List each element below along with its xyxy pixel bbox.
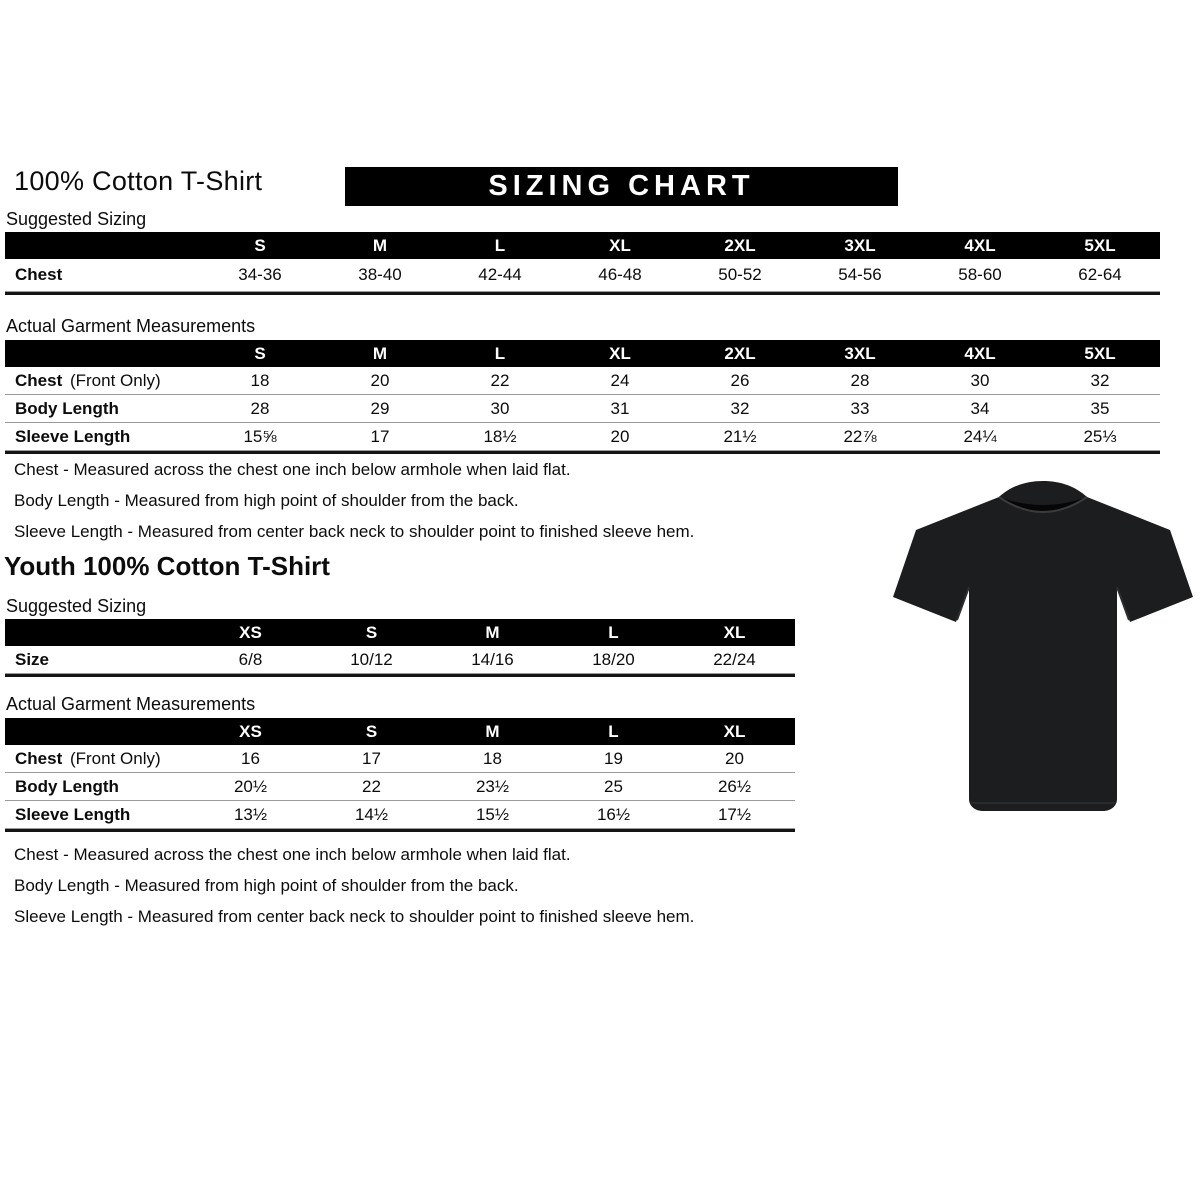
size-cell: 32 [1090,370,1110,390]
size-cell: 15½ [475,804,510,824]
sizing-chart-banner [345,167,898,206]
column-header: M [485,721,500,741]
youth-suggested-sizing-table [5,619,795,677]
youth-measurement-notes [14,845,694,938]
size-cell: 26½ [717,776,752,796]
size-cell: 22/24 [713,649,756,669]
sizing-chart-banner-text: SIZING CHART [488,170,755,202]
row-label-main: Sleeve Length [15,426,131,446]
size-cell: 33 [850,398,870,418]
column-header: L [494,343,506,363]
size-cell: 24¼ [963,426,997,446]
column-header: XL [609,235,631,255]
adult-product-title: 100% Cotton T-Shirt [14,166,263,196]
adult-actual-measurements-label: Actual Garment Measurements [6,316,256,336]
size-cell: 34-36 [238,265,282,284]
youth-actual-measurements-label: Actual Garment Measurements [6,694,256,714]
column-header: 2XL [724,235,756,255]
column-header: L [608,622,619,642]
measurement-note: Body Length - Measured from high point of shoulder from the back. [14,876,519,895]
size-cell: 10/12 [350,649,393,669]
size-cell: 30 [490,398,510,418]
size-cell: 54-56 [838,265,882,284]
table-row [5,646,795,674]
size-cell: 34 [970,398,990,418]
youth-product-title: Youth 100% Cotton T-Shirt [4,551,330,581]
row-label-main: Chest [15,370,63,390]
size-cell: 24 [610,370,630,390]
column-header: S [254,343,266,363]
size-cell: 18 [483,748,502,768]
size-cell: 22⅞ [843,426,877,446]
row-label [5,399,200,419]
table-row [5,259,1160,292]
table-header-row [5,340,1160,367]
size-cell: 22 [490,370,510,390]
table-row [5,773,795,801]
column-header: 4XL [964,235,996,255]
row-label [5,805,190,825]
row-label-main: Chest [15,265,63,284]
column-header: M [485,622,500,642]
column-header: XL [723,622,746,642]
table-row [5,367,1160,395]
column-header: S [365,622,378,642]
size-cell: 23½ [475,776,510,796]
size-cell: 18 [250,370,270,390]
size-cell: 29 [370,398,390,418]
column-header: XL [609,343,631,363]
size-cell: 38-40 [358,265,402,284]
size-cell: 28 [250,398,270,418]
size-cell: 13½ [233,804,268,824]
size-cell: 30 [970,370,990,390]
size-cell: 21½ [723,426,757,446]
size-cell: 14/16 [471,649,514,669]
size-cell: 58-60 [958,265,1002,284]
size-cell: 20 [725,748,744,768]
row-label-main: Body Length [15,398,119,418]
row-label [5,777,190,797]
column-header: 5XL [1084,343,1116,363]
table-row [5,395,1160,423]
row-label-main: Size [15,649,50,669]
column-header: 5XL [1084,235,1116,255]
adult-measurement-notes [14,460,694,553]
column-header: 3XL [844,235,876,255]
size-cell: 20 [370,370,390,390]
row-label [5,650,190,670]
size-cell: 19 [604,748,623,768]
row-label-main: Sleeve Length [15,804,131,824]
column-header: XL [723,721,746,741]
row-label-suffix: (Front Only) [69,370,161,390]
size-cell: 18/20 [592,649,635,669]
table-header-row [5,718,795,745]
size-cell: 20 [610,426,630,446]
row-label [5,427,200,447]
column-header: S [365,721,378,741]
size-cell: 35 [1090,398,1110,418]
size-cell: 20½ [233,776,268,796]
size-cell: 17 [370,426,390,446]
size-cell: 16½ [596,804,631,824]
adult-suggested-sizing-label: Suggested Sizing [6,209,147,229]
youth-actual-measurements-table [5,718,795,832]
size-cell: 46-48 [598,265,642,284]
size-cell: 6/8 [238,649,263,669]
measurement-note: Chest - Measured across the chest one inch below armhole when laid flat. [14,460,571,479]
row-label [5,749,190,769]
size-cell: 28 [850,370,870,390]
measurement-note: Sleeve Length - Measured from center back neck to shoulder point to finished sleeve hem. [14,522,695,541]
adult-suggested-sizing-table [5,232,1160,295]
measurement-note: Body Length - Measured from high point of shoulder from the back. [14,491,519,510]
size-cell: 14½ [354,804,389,824]
table-row [5,423,1160,451]
column-header: 2XL [724,343,756,363]
black-tshirt-icon [893,473,1193,819]
size-cell: 17 [362,748,381,768]
size-cell: 15⅝ [243,426,277,446]
column-header: S [254,235,266,255]
size-cell: 31 [610,398,630,418]
tshirt-image [893,473,1193,819]
column-header: 3XL [844,343,876,363]
table-row [5,801,795,829]
column-header: L [608,721,619,741]
size-cell: 22 [362,776,381,796]
measurement-note: Chest - Measured across the chest one inch below armhole when laid flat. [14,845,571,864]
table-row [5,745,795,773]
size-cell: 25 [604,776,623,796]
size-cell: 32 [730,398,750,418]
table-header-row [5,619,795,646]
row-label [5,265,200,285]
size-cell: 26 [730,370,750,390]
measurement-note: Sleeve Length - Measured from center back neck to shoulder point to finished sleeve hem. [14,907,695,926]
column-header: XS [239,721,262,741]
size-cell: 50-52 [718,265,762,284]
size-cell: 17½ [717,804,752,824]
column-header: M [372,343,388,363]
row-label-suffix: (Front Only) [69,748,161,768]
adult-actual-measurements-table [5,340,1160,454]
row-label-main: Chest [15,748,63,768]
size-cell: 16 [241,748,260,768]
size-cell: 25⅓ [1083,426,1117,446]
table-header-row [5,232,1160,259]
column-header: XS [239,622,262,642]
row-label-main: Body Length [15,776,119,796]
youth-suggested-sizing-label: Suggested Sizing [6,596,147,616]
column-header: L [494,235,506,255]
column-header: 4XL [964,343,996,363]
size-cell: 62-64 [1078,265,1122,284]
size-cell: 42-44 [478,265,522,284]
column-header: M [372,235,388,255]
row-label [5,371,200,391]
size-cell: 18½ [483,426,517,446]
